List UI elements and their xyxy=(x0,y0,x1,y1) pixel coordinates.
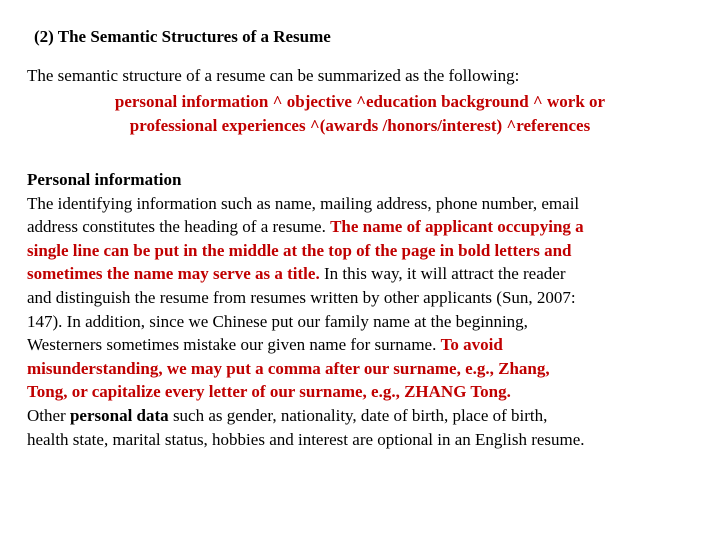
paragraph-line xyxy=(27,428,693,452)
structure-line: personal information ^ objective ^education background ^ work or xyxy=(114,92,606,111)
slide-title: (2) The Semantic Structures of a Resume xyxy=(34,27,331,46)
paragraph-line xyxy=(27,215,693,239)
text-run: The identifying information such as name, mailing address, phone number, email xyxy=(27,193,580,213)
paragraph-line xyxy=(27,333,693,357)
resume-structure-summary xyxy=(27,90,693,138)
text-run: Westerners sometimes mistake our given name for surname. xyxy=(27,335,441,355)
paragraph-line xyxy=(27,262,693,286)
highlighted-text: To avoid xyxy=(440,335,503,355)
highlighted-text: sometimes the name may serve as a title. xyxy=(27,264,320,284)
paragraph-line xyxy=(27,310,693,334)
highlighted-text: single line can be put in the middle at the top of the page in bold letters and xyxy=(27,240,572,260)
paragraph-line xyxy=(27,404,693,428)
highlighted-text: The name of applicant occupying a xyxy=(330,217,584,237)
intro-text: The semantic structure of a resume can be summarized as the following: xyxy=(27,66,520,85)
paragraph-line xyxy=(27,239,693,263)
text-run: health state, marital status, hobbies and interest are optional in an English resume. xyxy=(27,429,585,449)
text-run: 147). In addition, since we Chinese put our family name at the beginning, xyxy=(27,311,528,331)
paragraph-line xyxy=(27,380,693,404)
text-run: address constitutes the heading of a resume. xyxy=(27,217,331,237)
structure-line: professional experiences ^(awards /honors/interest) ^references xyxy=(129,116,591,135)
paragraph-line xyxy=(27,357,693,381)
bold-text: personal data xyxy=(69,405,169,425)
personal-information-section xyxy=(27,168,693,451)
section-paragraph xyxy=(27,192,693,452)
paragraph-line xyxy=(27,192,693,216)
paragraph-line xyxy=(27,286,693,310)
text-run: Other xyxy=(27,405,70,425)
highlighted-text: Tong, or capitalize every letter of our surname, e.g., ZHANG Tong. xyxy=(27,382,511,402)
text-run: such as gender, nationality, date of birth, place of birth, xyxy=(168,405,548,425)
highlighted-text: misunderstanding, we may put a comma after our surname, e.g., Zhang, xyxy=(27,358,550,378)
text-run: and distinguish the resume from resumes written by other applicants (Sun, 2007: xyxy=(27,287,576,307)
section-heading: Personal information xyxy=(27,170,182,189)
text-run: In this way, it will attract the reader xyxy=(319,264,566,284)
